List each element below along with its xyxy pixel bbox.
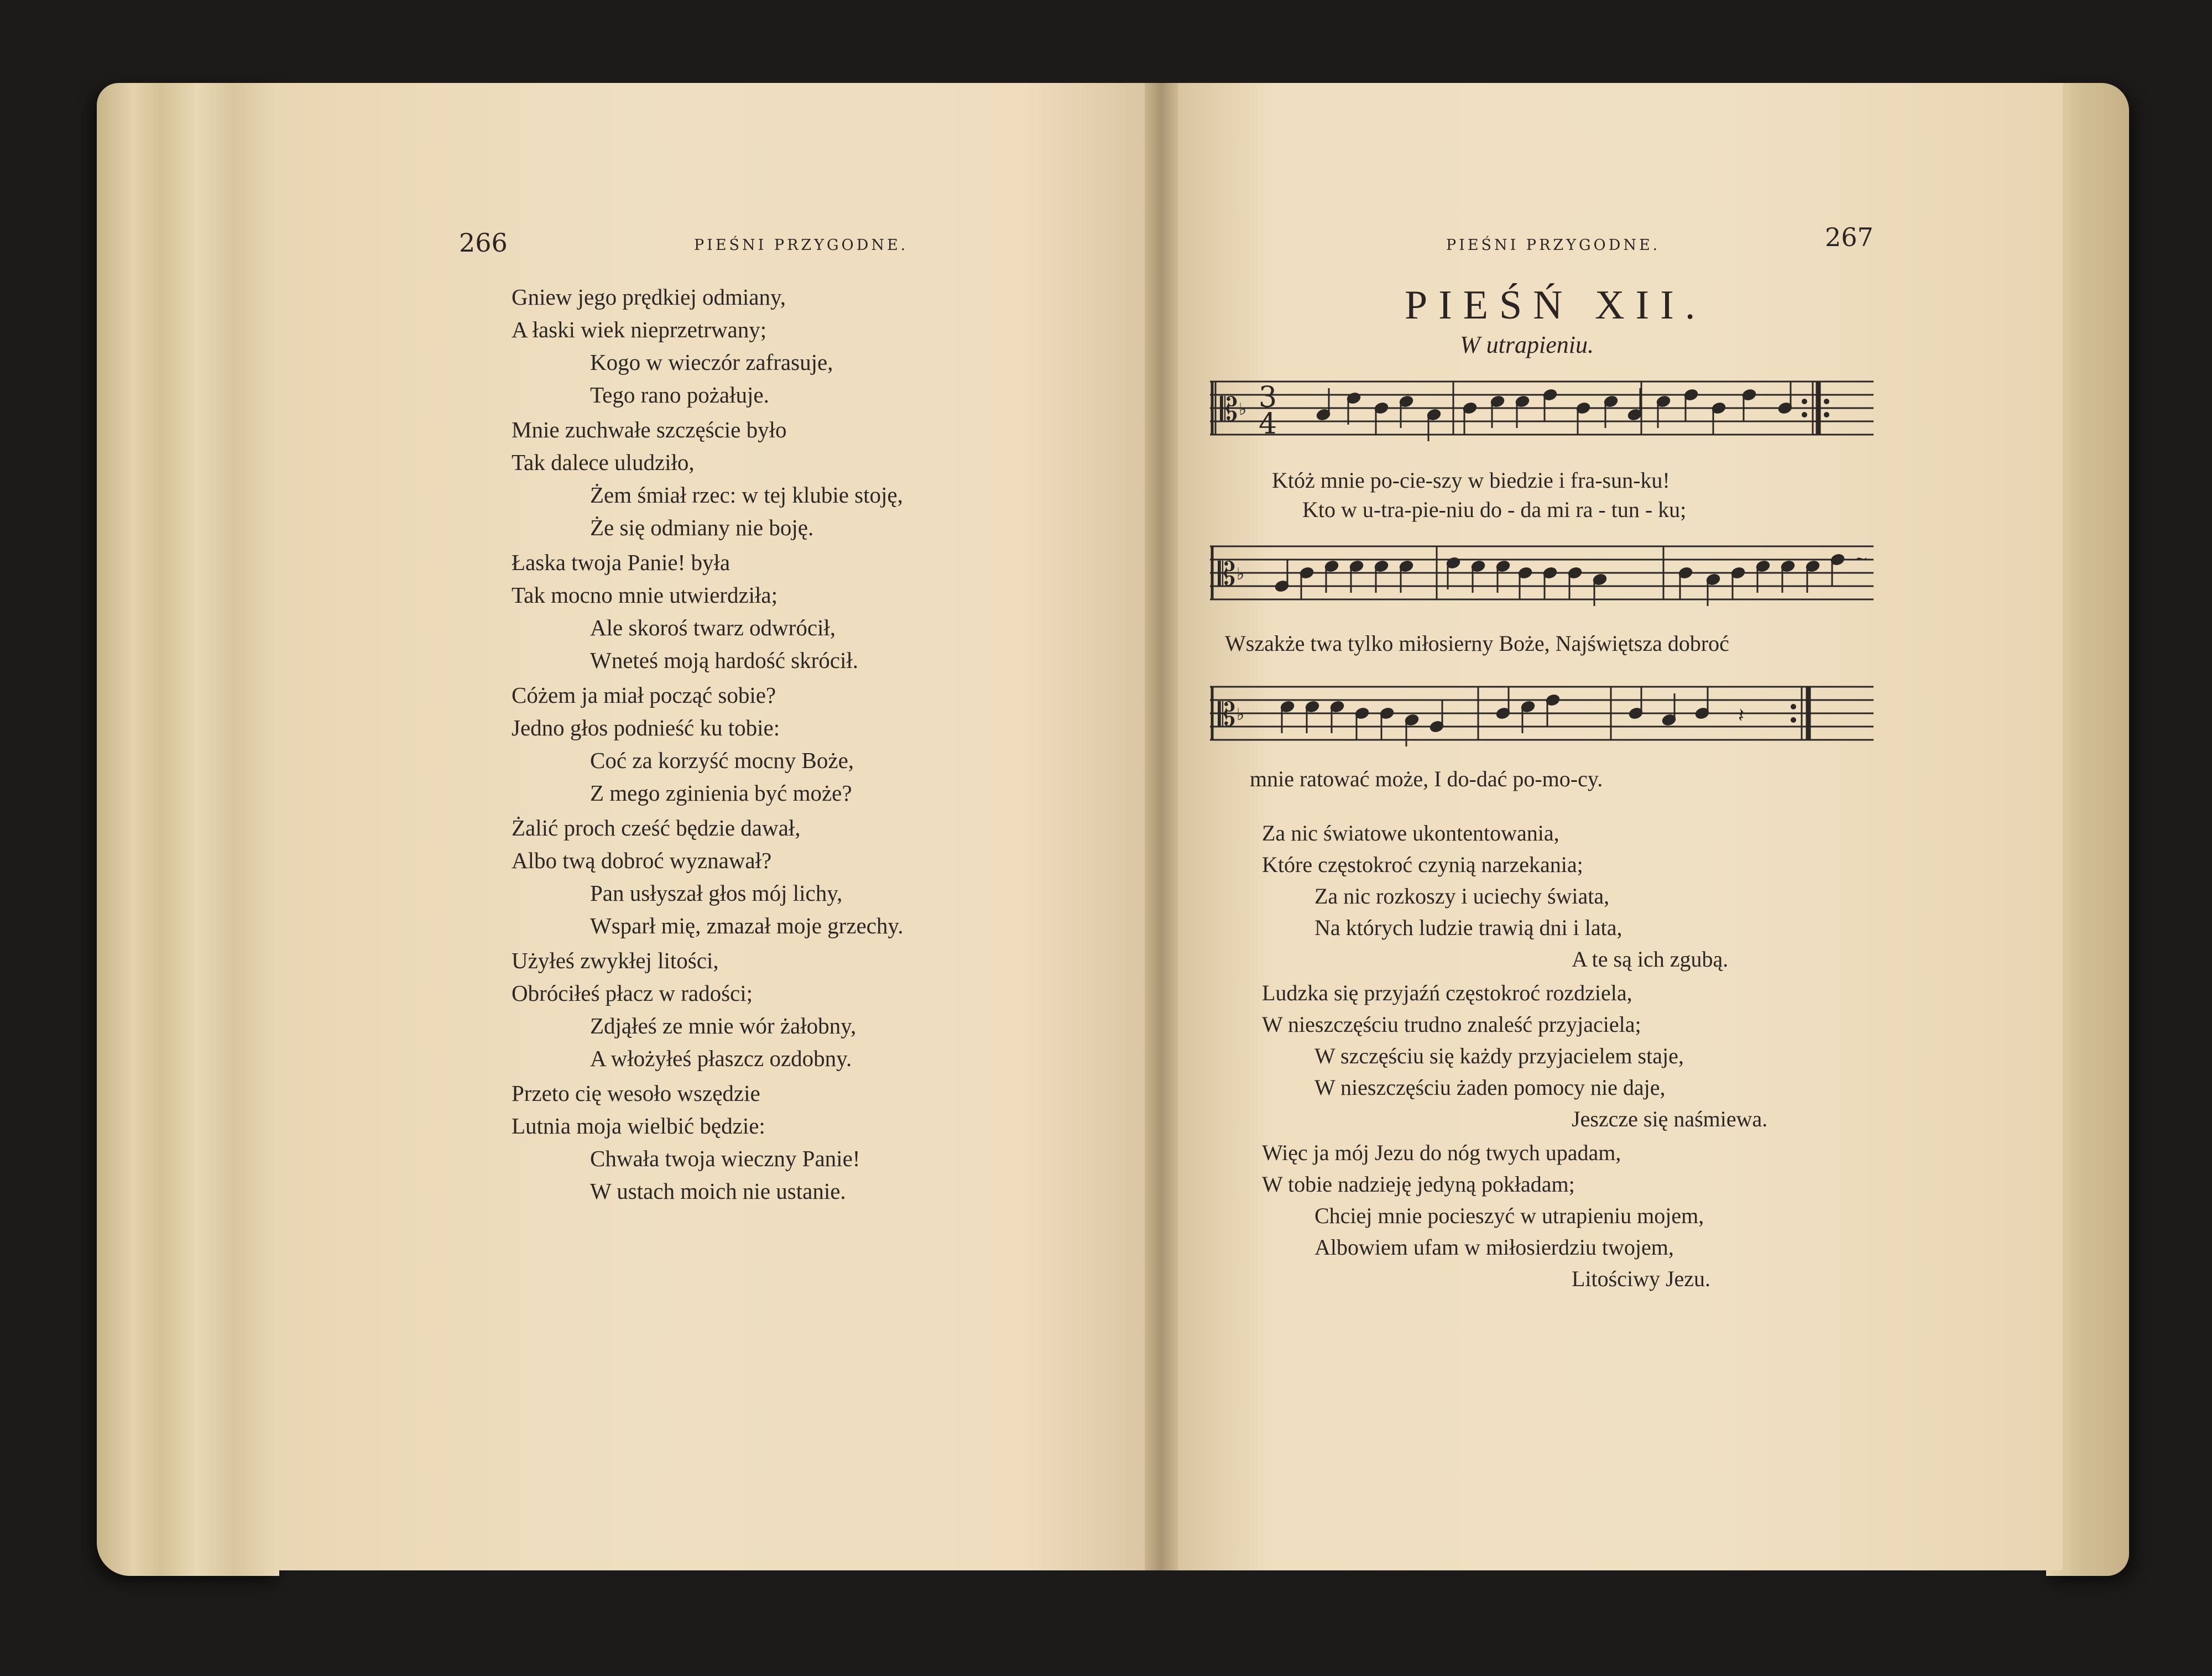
right-verse-line: A te są ich zgubą. <box>1572 947 1729 972</box>
left-verse-line: Zdjąłeś ze mnie wór żałobny, <box>590 1013 857 1038</box>
music-staff-3 <box>1210 676 1874 770</box>
right-verse-line: W tobie nadzieję jedyną pokładam; <box>1262 1172 1575 1197</box>
staff1-lyrics-line1: Któż mnie po-cie-szy w biedzie i fra-sun-ku! <box>1272 468 1670 493</box>
right-verse-line: W szczęściu się każdy przyjacielem staje, <box>1314 1043 1684 1068</box>
left-stanza <box>512 281 904 411</box>
left-page-verses <box>512 281 904 1208</box>
right-page-number: 267 <box>1825 222 1874 252</box>
left-verse-line: Chwała twoja wieczny Panie! <box>590 1146 860 1171</box>
right-verse-line: Jeszcze się naśmiewa. <box>1572 1106 1768 1131</box>
left-page-number: 266 <box>459 228 508 258</box>
right-verse-line: Ludzka się przyjaźń częstokroć rozdziela, <box>1262 980 1632 1005</box>
left-stanza <box>512 414 904 544</box>
right-verse-line: Za nic rozkoszy i uciechy świata, <box>1314 884 1610 909</box>
left-verse-line: Tak mocno mnie utwierdziła; <box>512 582 778 608</box>
left-stanza <box>512 812 904 942</box>
left-verse-line: A łaski wiek nieprzetrwany; <box>512 317 767 342</box>
left-running-head: PIEŚNI PRZYGODNE. <box>694 237 909 254</box>
left-verse-line: Użyłeś zwykłej litości, <box>512 948 719 973</box>
left-verse-line: Żem śmiał rzec: w tej klubie stoję, <box>590 482 903 508</box>
right-verse-line: Albowiem ufam w miłosierdziu twojem, <box>1314 1235 1674 1260</box>
page-edges-left <box>97 83 279 1576</box>
svg-text:♭: ♭ <box>1239 400 1247 419</box>
staff1-lyrics-line2: Kto w u-tra-pie-niu do - da mi ra - tun - ku; <box>1302 497 1687 522</box>
left-stanza <box>512 1077 904 1208</box>
left-stanza <box>512 679 904 810</box>
left-stanza <box>512 546 904 677</box>
left-verse-line: Jedno głos podnieść ku tobie: <box>512 715 780 740</box>
svg-text:♭: ♭ <box>1237 705 1245 724</box>
right-verse-line: Które częstokroć czynią narzekania; <box>1262 852 1583 877</box>
time-signature-bottom: 4 <box>1259 408 1277 441</box>
left-verse-line: W ustach moich nie ustanie. <box>590 1178 846 1204</box>
left-verse-line: Wsparł mię, zmazał moje grzechy. <box>590 913 904 938</box>
staff3-lyrics: mnie ratować może, I do-dać po-mo-cy. <box>1250 766 1603 791</box>
left-verse-line: Tak dalece uludziło, <box>512 450 695 475</box>
left-verse-line: Żalić proch cześć będzie dawał, <box>512 815 801 840</box>
song-title: PIEŚŃ XII. <box>1405 283 1707 328</box>
svg-text:~: ~ <box>1854 549 1869 568</box>
left-verse-line: Pan usłyszał głos mój lichy, <box>590 880 843 906</box>
right-stanza <box>1262 817 1767 975</box>
right-verse-line: W nieszczęściu żaden pomocy nie daje, <box>1314 1075 1666 1100</box>
left-verse-line: Mnie zuchwałe szczęście było <box>512 417 787 442</box>
time-signature-top: 3 <box>1259 381 1277 414</box>
staff2-lyrics: Wszakże twa tylko miłosierny Boże, Najświętsza dobroć <box>1225 631 1729 656</box>
left-stanza <box>512 944 904 1075</box>
left-verse-line: Cóżem ja miał począć sobie? <box>512 682 776 708</box>
right-verse-line: W nieszczęściu trudno znaleść przyjaciela; <box>1262 1012 1641 1037</box>
music-staff-2 <box>1210 535 1874 629</box>
right-verse-line: Litościwy Jezu. <box>1572 1266 1711 1291</box>
left-verse-line: Gniew jego prędkiej odmiany, <box>512 284 786 310</box>
left-verse-line: Albo twą dobroć wyznawał? <box>512 848 772 873</box>
left-verse-line: Łaska twoja Panie! była <box>512 550 731 575</box>
left-verse-line: Obróciłeś płacz w radości; <box>512 980 753 1006</box>
c-clef-symbol: 𝄡 <box>1220 390 1238 428</box>
left-verse-line: Lutnia moja wielbić będzie: <box>512 1113 765 1139</box>
right-running-head: PIEŚNI PRZYGODNE. <box>1446 237 1661 254</box>
left-verse-line: Ale skoroś twarz odwrócił, <box>590 615 836 640</box>
right-verse-line: Na których ludzie trawią dni i lata, <box>1314 915 1623 940</box>
svg-text:♭: ♭ <box>1237 565 1245 584</box>
right-verse-line: Chciej mnie pocieszyć w utrapieniu mojem, <box>1314 1203 1704 1228</box>
right-stanza <box>1262 1137 1767 1294</box>
svg-text:𝄽: 𝄽 <box>1738 704 1745 727</box>
right-page-verses <box>1262 817 1767 1294</box>
book-gutter <box>1145 83 1178 1570</box>
left-verse-line: Kogo w wieczór zafrasuje, <box>590 349 833 375</box>
right-stanza <box>1262 977 1767 1135</box>
music-staff-1 <box>1210 370 1874 464</box>
song-subtitle: W utrapieniu. <box>1460 331 1594 358</box>
left-verse-line: Coć za korzyść mocny Boże, <box>590 748 854 773</box>
right-verse-line: Więc ja mój Jezu do nóg twych upadam, <box>1262 1140 1621 1165</box>
left-verse-line: Że się odmiany nie boję. <box>590 515 814 540</box>
left-verse-line: Z mego zginienia być może? <box>590 780 852 806</box>
svg-text:𝄡: 𝄡 <box>1218 555 1236 593</box>
right-verse-line: Za nic światowe ukontentowania, <box>1262 821 1559 845</box>
svg-text:𝄡: 𝄡 <box>1218 696 1236 733</box>
left-verse-line: Wneteś moją hardość skrócił. <box>590 648 859 673</box>
left-verse-line: Przeto cię wesoło wszędzie <box>512 1080 760 1106</box>
left-verse-line: Tego rano pożałuje. <box>590 382 769 408</box>
left-verse-line: A włożyłeś płaszcz ozdobny. <box>590 1046 852 1071</box>
